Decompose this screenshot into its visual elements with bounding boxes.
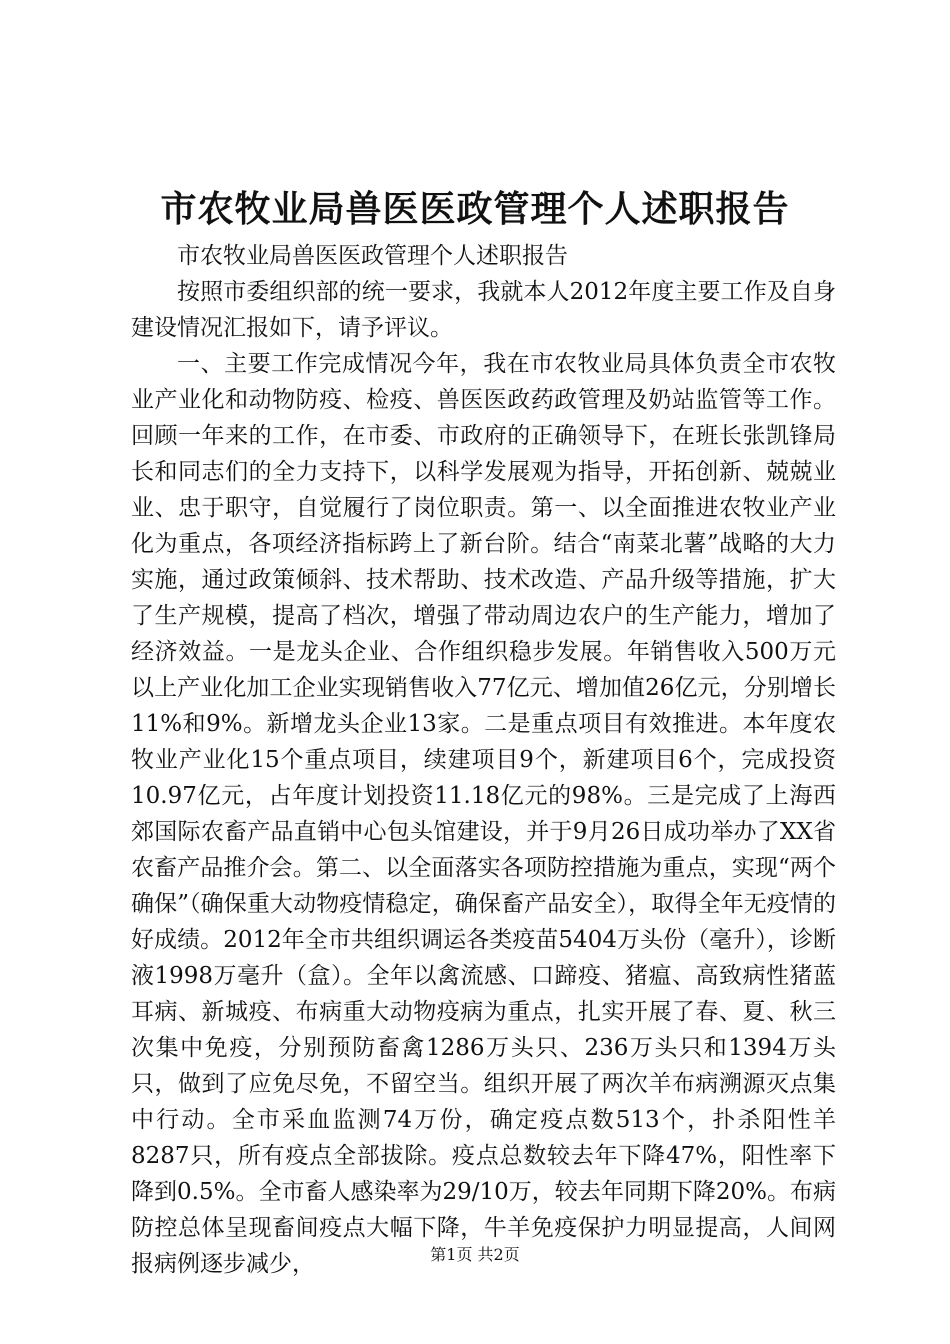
paragraph-subtitle: 市农牧业局兽医医政管理个人述职报告 bbox=[177, 243, 568, 269]
paragraph-main-work: 一、主要工作完成情况今年，我在市农牧业局具体负责全市农牧业产业化和动物防疫、检疫、兽医医政药政管理及奶站监管等工作。回顾一年来的工作，在市委、市政府的正确领导下，在班长张凯锋局长和同志们的全力支持下，以科学发展观为指导，开拓创新、兢兢业业、忠于职守，自觉履行了岗位职责。第一、以全面推进农牧业产业化为重点，各项经济指标跨上了新台阶。结合“南菜北薯”战略的大力实施，通过政策倾斜、技术帮助、技术改造、产品升级等措施，扩大了生产规模，提高了档次，增强了带动周边农户的生产能力，增加了经济效益。一是龙头企业、合作组织稳步发展。年销售收入500万元以上产业化加工企业实现销售收入77亿元、增加值26亿元，分别增长11%和9%。新增龙头企业13家。二是重点项目有效推进。本年度农牧业产业化15个重点项目，续建项目9个，新建项目6个，完成投资10.97亿元，占年度计划投资11.18亿元的98%。三是完成了上海西郊国际农畜产品直销中心包头馆建设，并于9月26日成功举办了XX省农畜产品推介会。第二、以全面落实各项防控措施为重点，实现“两个确保”（确保重大动物疫情稳定，确保畜产品安全），取得全年无疫情的好成绩。2012年全市共组织调运各类疫苗5404万头份（毫升），诊断液1998万毫升（盒）。全年以禽流感、口蹄疫、猪瘟、高致病性猪蓝耳病、新城疫、布病重大动物疫病为重点，扎实开展了春、夏、秋三次集中免疫，分别预防畜禽1286万头只、236万头只和1394万头只，做到了应免尽免，不留空当。组织开展了两次羊布病溯源灭点集中行动。全市采血监测74万份，确定疫点数513个，扑杀阳性羊8287只，所有疫点全部拔除。疫点总数较去年下降47%，阳性率下降到0.5%。全市畜人感染率为29/10万，较去年同期下降20%。布病防控总体呈现畜间疫点大幅下降，牛羊免疫保护力明显提高，人间网报病例逐步减少， bbox=[131, 351, 836, 1277]
page-footer: 第1页 共2页 bbox=[430, 1245, 520, 1264]
paragraph-intro: 按照市委组织部的统一要求，我就本人2012年度主要工作及自身建设情况汇报如下，请予评议。 bbox=[131, 279, 836, 341]
document-body bbox=[131, 238, 836, 1282]
document-title: 市农牧业局兽医医政管理个人述职报告 bbox=[160, 188, 790, 230]
